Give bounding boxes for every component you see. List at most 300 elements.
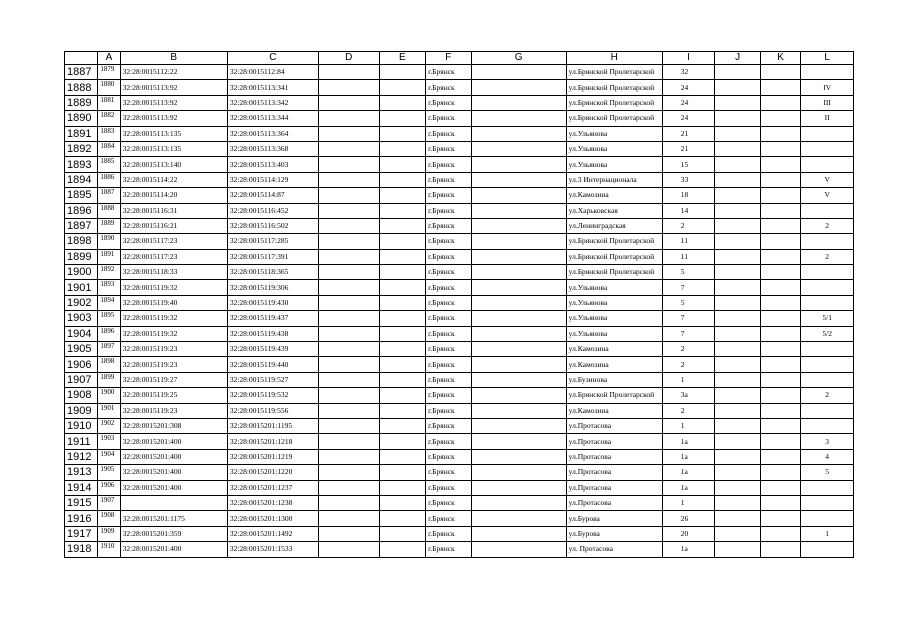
cell-b[interactable]: 32:28:0015112:22 [120, 65, 227, 80]
cell-k[interactable] [760, 188, 800, 203]
cell-k[interactable] [760, 357, 800, 372]
cell-g[interactable] [471, 326, 566, 341]
cell-j[interactable] [715, 80, 761, 95]
cell-g[interactable] [471, 111, 566, 126]
corner-cell[interactable] [65, 52, 98, 65]
cell-k[interactable] [760, 218, 800, 233]
cell-c[interactable]: 32:28:0015113:368 [227, 141, 318, 156]
cell-a[interactable]: 1897 [98, 342, 120, 357]
cell-l[interactable] [801, 403, 854, 418]
cell-j[interactable] [715, 218, 761, 233]
cell-f[interactable]: г.Брянск [426, 157, 472, 172]
cell-l[interactable]: 4 [801, 449, 854, 464]
cell-l[interactable] [801, 65, 854, 80]
cell-k[interactable] [760, 65, 800, 80]
cell-i[interactable]: 5 [662, 265, 715, 280]
cell-h[interactable]: ул.Ульянова [566, 295, 662, 310]
column-header-e[interactable]: E [379, 52, 426, 65]
cell-e[interactable] [379, 357, 426, 372]
cell-d[interactable] [318, 280, 379, 295]
cell-i[interactable]: 2 [662, 403, 715, 418]
cell-k[interactable] [760, 465, 800, 480]
cell-d[interactable] [318, 295, 379, 310]
cell-f[interactable]: г.Брянск [426, 65, 472, 80]
cell-a[interactable]: 1887 [98, 188, 120, 203]
cell-c[interactable]: 32:28:0015113:364 [227, 126, 318, 141]
cell-a[interactable]: 1879 [98, 65, 120, 80]
cell-k[interactable] [760, 203, 800, 218]
cell-k[interactable] [760, 449, 800, 464]
cell-b[interactable]: 32:28:0015201:400 [120, 449, 227, 464]
cell-g[interactable] [471, 542, 566, 557]
cell-d[interactable] [318, 65, 379, 80]
cell-i[interactable]: 2 [662, 357, 715, 372]
cell-j[interactable] [715, 95, 761, 110]
cell-d[interactable] [318, 218, 379, 233]
cell-f[interactable]: г.Брянск [426, 465, 472, 480]
cell-e[interactable] [379, 511, 426, 526]
cell-j[interactable] [715, 342, 761, 357]
cell-c[interactable]: 32:28:0015201:1300 [227, 511, 318, 526]
cell-b[interactable]: 32:28:0015201:400 [120, 542, 227, 557]
cell-c[interactable]: 32:28:0015201:1220 [227, 465, 318, 480]
cell-h[interactable]: ул.Бурова [566, 511, 662, 526]
cell-j[interactable] [715, 465, 761, 480]
cell-e[interactable] [379, 434, 426, 449]
cell-f[interactable]: г.Брянск [426, 326, 472, 341]
cell-c[interactable]: 32:28:0015119:440 [227, 357, 318, 372]
cell-g[interactable] [471, 388, 566, 403]
cell-j[interactable] [715, 418, 761, 433]
column-header-a[interactable]: A [98, 52, 120, 65]
cell-j[interactable] [715, 111, 761, 126]
cell-b[interactable]: 32:28:0015119:23 [120, 342, 227, 357]
cell-i[interactable]: 1а [662, 480, 715, 495]
cell-g[interactable] [471, 480, 566, 495]
cell-d[interactable] [318, 203, 379, 218]
cell-l[interactable] [801, 157, 854, 172]
cell-f[interactable]: г.Брянск [426, 280, 472, 295]
cell-c[interactable]: 32:28:0015201:1533 [227, 542, 318, 557]
cell-i[interactable]: 1а [662, 434, 715, 449]
cell-a[interactable]: 1902 [98, 418, 120, 433]
cell-h[interactable]: ул.Харьковская [566, 203, 662, 218]
cell-e[interactable] [379, 234, 426, 249]
cell-l[interactable] [801, 357, 854, 372]
cell-h[interactable]: ул.Брянской Пролетарской [566, 388, 662, 403]
cell-e[interactable] [379, 342, 426, 357]
cell-i[interactable]: 1 [662, 495, 715, 510]
cell-i[interactable]: 24 [662, 95, 715, 110]
cell-l[interactable] [801, 280, 854, 295]
cell-f[interactable]: г.Брянск [426, 203, 472, 218]
cell-f[interactable]: г.Брянск [426, 311, 472, 326]
cell-l[interactable] [801, 342, 854, 357]
cell-a[interactable]: 1894 [98, 295, 120, 310]
cell-g[interactable] [471, 80, 566, 95]
cell-h[interactable]: ул.Бурова [566, 526, 662, 541]
cell-g[interactable] [471, 141, 566, 156]
cell-e[interactable] [379, 295, 426, 310]
cell-k[interactable] [760, 80, 800, 95]
column-header-l[interactable]: L [801, 52, 854, 65]
cell-e[interactable] [379, 326, 426, 341]
cell-d[interactable] [318, 188, 379, 203]
cell-e[interactable] [379, 542, 426, 557]
cell-f[interactable]: г.Брянск [426, 126, 472, 141]
cell-g[interactable] [471, 495, 566, 510]
cell-c[interactable]: 32:28:0015119:527 [227, 372, 318, 387]
cell-f[interactable]: г.Брянск [426, 357, 472, 372]
cell-d[interactable] [318, 111, 379, 126]
cell-c[interactable]: 32:28:0015201:1195 [227, 418, 318, 433]
cell-d[interactable] [318, 357, 379, 372]
cell-f[interactable]: г.Брянск [426, 495, 472, 510]
cell-h[interactable]: ул.Брянской Пролетарской [566, 265, 662, 280]
cell-f[interactable]: г.Брянск [426, 449, 472, 464]
cell-j[interactable] [715, 265, 761, 280]
cell-j[interactable] [715, 403, 761, 418]
cell-l[interactable] [801, 295, 854, 310]
cell-j[interactable] [715, 357, 761, 372]
cell-g[interactable] [471, 418, 566, 433]
cell-j[interactable] [715, 141, 761, 156]
cell-c[interactable]: 32:28:0015119:438 [227, 326, 318, 341]
cell-f[interactable]: г.Брянск [426, 342, 472, 357]
cell-l[interactable]: V [801, 172, 854, 187]
cell-b[interactable]: 32:28:0015201:400 [120, 465, 227, 480]
cell-h[interactable]: ул.Камозина [566, 357, 662, 372]
column-header-d[interactable]: D [318, 52, 379, 65]
cell-g[interactable] [471, 449, 566, 464]
cell-a[interactable]: 1886 [98, 172, 120, 187]
cell-l[interactable]: 3 [801, 434, 854, 449]
cell-f[interactable]: г.Брянск [426, 511, 472, 526]
cell-k[interactable] [760, 157, 800, 172]
cell-h[interactable]: ул.Протасова [566, 495, 662, 510]
cell-f[interactable]: г.Брянск [426, 295, 472, 310]
column-header-b[interactable]: B [120, 52, 227, 65]
cell-h[interactable]: ул.Ульянова [566, 141, 662, 156]
cell-e[interactable] [379, 80, 426, 95]
cell-e[interactable] [379, 203, 426, 218]
cell-a[interactable]: 1907 [98, 495, 120, 510]
cell-k[interactable] [760, 265, 800, 280]
cell-d[interactable] [318, 542, 379, 557]
cell-i[interactable]: 11 [662, 249, 715, 264]
cell-b[interactable]: 32:28:0015113:92 [120, 111, 227, 126]
cell-k[interactable] [760, 311, 800, 326]
cell-f[interactable]: г.Брянск [426, 372, 472, 387]
cell-a[interactable]: 1899 [98, 372, 120, 387]
cell-c[interactable]: 32:28:0015112:84 [227, 65, 318, 80]
cell-g[interactable] [471, 434, 566, 449]
cell-j[interactable] [715, 434, 761, 449]
cell-g[interactable] [471, 465, 566, 480]
cell-d[interactable] [318, 95, 379, 110]
cell-i[interactable]: 1 [662, 418, 715, 433]
cell-g[interactable] [471, 188, 566, 203]
cell-k[interactable] [760, 526, 800, 541]
cell-a[interactable]: 1885 [98, 157, 120, 172]
cell-c[interactable]: 32:28:0015114:129 [227, 172, 318, 187]
cell-b[interactable]: 32:28:0015119:25 [120, 388, 227, 403]
cell-k[interactable] [760, 342, 800, 357]
cell-b[interactable]: 32:28:0015119:32 [120, 311, 227, 326]
cell-c[interactable]: 32:28:0015113:403 [227, 157, 318, 172]
cell-j[interactable] [715, 372, 761, 387]
cell-a[interactable]: 1909 [98, 526, 120, 541]
cell-d[interactable] [318, 465, 379, 480]
cell-b[interactable]: 32:28:0015118:33 [120, 265, 227, 280]
cell-d[interactable] [318, 372, 379, 387]
cell-f[interactable]: г.Брянск [426, 388, 472, 403]
cell-i[interactable]: 2 [662, 218, 715, 233]
cell-h[interactable]: ул.Брянской Пролетарской [566, 80, 662, 95]
cell-e[interactable] [379, 265, 426, 280]
cell-k[interactable] [760, 388, 800, 403]
cell-a[interactable]: 1889 [98, 218, 120, 233]
cell-f[interactable]: г.Брянск [426, 141, 472, 156]
cell-j[interactable] [715, 188, 761, 203]
cell-e[interactable] [379, 311, 426, 326]
cell-b[interactable]: 32:28:0015116:31 [120, 203, 227, 218]
cell-a[interactable]: 1895 [98, 311, 120, 326]
cell-c[interactable]: 32:28:0015113:342 [227, 95, 318, 110]
cell-b[interactable]: 32:28:0015119:23 [120, 403, 227, 418]
cell-h[interactable]: ул.Камозина [566, 188, 662, 203]
cell-g[interactable] [471, 249, 566, 264]
cell-l[interactable] [801, 418, 854, 433]
cell-j[interactable] [715, 203, 761, 218]
cell-l[interactable]: 1 [801, 526, 854, 541]
cell-a[interactable]: 1884 [98, 141, 120, 156]
cell-g[interactable] [471, 403, 566, 418]
column-header-j[interactable]: J [715, 52, 761, 65]
cell-h[interactable]: ул.Брянской Пролетарской [566, 111, 662, 126]
cell-b[interactable]: 32:28:0015119:40 [120, 295, 227, 310]
column-header-g[interactable]: G [471, 52, 566, 65]
cell-d[interactable] [318, 495, 379, 510]
cell-k[interactable] [760, 249, 800, 264]
cell-c[interactable]: 32:28:0015114:87 [227, 188, 318, 203]
cell-f[interactable]: г.Брянск [426, 403, 472, 418]
cell-g[interactable] [471, 172, 566, 187]
cell-e[interactable] [379, 280, 426, 295]
column-header-h[interactable]: H [566, 52, 662, 65]
cell-b[interactable]: 32:28:0015117:23 [120, 234, 227, 249]
cell-h[interactable]: ул.Протасова [566, 418, 662, 433]
cell-k[interactable] [760, 372, 800, 387]
cell-e[interactable] [379, 218, 426, 233]
cell-i[interactable]: 1а [662, 465, 715, 480]
cell-f[interactable]: г.Брянск [426, 526, 472, 541]
cell-d[interactable] [318, 342, 379, 357]
cell-i[interactable]: 1а [662, 542, 715, 557]
cell-b[interactable]: 32:28:0015114:22 [120, 172, 227, 187]
cell-c[interactable]: 32:28:0015119:556 [227, 403, 318, 418]
cell-i[interactable]: 14 [662, 203, 715, 218]
cell-d[interactable] [318, 480, 379, 495]
cell-l[interactable]: 5/1 [801, 311, 854, 326]
cell-l[interactable]: 2 [801, 249, 854, 264]
cell-h[interactable]: ул.Протасова [566, 465, 662, 480]
cell-e[interactable] [379, 126, 426, 141]
cell-l[interactable]: 2 [801, 218, 854, 233]
cell-c[interactable]: 32:28:0015201:1237 [227, 480, 318, 495]
cell-d[interactable] [318, 157, 379, 172]
cell-d[interactable] [318, 434, 379, 449]
cell-b[interactable]: 32:28:0015201:400 [120, 434, 227, 449]
cell-h[interactable]: ул.Камозина [566, 342, 662, 357]
cell-f[interactable]: г.Брянск [426, 542, 472, 557]
cell-d[interactable] [318, 265, 379, 280]
cell-i[interactable]: 15 [662, 157, 715, 172]
cell-l[interactable]: 2 [801, 388, 854, 403]
cell-j[interactable] [715, 449, 761, 464]
cell-j[interactable] [715, 234, 761, 249]
cell-k[interactable] [760, 295, 800, 310]
cell-l[interactable] [801, 495, 854, 510]
cell-g[interactable] [471, 372, 566, 387]
cell-e[interactable] [379, 388, 426, 403]
cell-g[interactable] [471, 203, 566, 218]
cell-h[interactable]: ул.Ульянова [566, 126, 662, 141]
cell-a[interactable]: 1898 [98, 357, 120, 372]
cell-g[interactable] [471, 234, 566, 249]
cell-h[interactable]: ул.Ульянова [566, 326, 662, 341]
cell-h[interactable]: ул.Камозина [566, 403, 662, 418]
cell-c[interactable]: 32:28:0015201:1492 [227, 526, 318, 541]
cell-k[interactable] [760, 172, 800, 187]
cell-l[interactable] [801, 141, 854, 156]
cell-h[interactable]: ул.Протасова [566, 480, 662, 495]
cell-a[interactable]: 1883 [98, 126, 120, 141]
cell-l[interactable]: III [801, 95, 854, 110]
cell-i[interactable]: 1 [662, 372, 715, 387]
cell-h[interactable]: ул.Ленинградская [566, 218, 662, 233]
cell-h[interactable]: ул.Брянской Пролетарской [566, 65, 662, 80]
cell-d[interactable] [318, 311, 379, 326]
cell-k[interactable] [760, 280, 800, 295]
cell-a[interactable]: 1880 [98, 80, 120, 95]
cell-f[interactable]: г.Брянск [426, 218, 472, 233]
cell-l[interactable]: IV [801, 80, 854, 95]
cell-c[interactable]: 32:28:0015119:430 [227, 295, 318, 310]
cell-i[interactable]: 5 [662, 295, 715, 310]
cell-i[interactable]: 21 [662, 141, 715, 156]
cell-f[interactable]: г.Брянск [426, 480, 472, 495]
cell-g[interactable] [471, 65, 566, 80]
cell-f[interactable]: г.Брянск [426, 111, 472, 126]
cell-e[interactable] [379, 141, 426, 156]
cell-f[interactable]: г.Брянск [426, 249, 472, 264]
cell-d[interactable] [318, 449, 379, 464]
cell-i[interactable]: 7 [662, 311, 715, 326]
cell-i[interactable]: 21 [662, 126, 715, 141]
cell-k[interactable] [760, 495, 800, 510]
cell-l[interactable]: II [801, 111, 854, 126]
cell-b[interactable] [120, 495, 227, 510]
cell-g[interactable] [471, 218, 566, 233]
cell-k[interactable] [760, 95, 800, 110]
cell-a[interactable]: 1906 [98, 480, 120, 495]
cell-j[interactable] [715, 126, 761, 141]
cell-l[interactable]: 5/2 [801, 326, 854, 341]
cell-h[interactable]: ул.Бузинова [566, 372, 662, 387]
cell-b[interactable]: 32:28:0015113:92 [120, 80, 227, 95]
cell-f[interactable]: г.Брянск [426, 234, 472, 249]
cell-e[interactable] [379, 372, 426, 387]
cell-j[interactable] [715, 526, 761, 541]
cell-i[interactable]: 7 [662, 326, 715, 341]
cell-g[interactable] [471, 511, 566, 526]
cell-j[interactable] [715, 326, 761, 341]
column-header-i[interactable]: I [662, 52, 715, 65]
cell-j[interactable] [715, 295, 761, 310]
cell-h[interactable]: ул.Брянской Пролетарской [566, 95, 662, 110]
cell-f[interactable]: г.Брянск [426, 418, 472, 433]
cell-j[interactable] [715, 280, 761, 295]
cell-g[interactable] [471, 357, 566, 372]
cell-e[interactable] [379, 465, 426, 480]
cell-a[interactable]: 1882 [98, 111, 120, 126]
cell-i[interactable]: 7 [662, 280, 715, 295]
cell-e[interactable] [379, 526, 426, 541]
cell-b[interactable]: 32:28:0015119:27 [120, 372, 227, 387]
cell-c[interactable]: 32:28:0015118:365 [227, 265, 318, 280]
cell-b[interactable]: 32:28:0015119:32 [120, 280, 227, 295]
cell-g[interactable] [471, 95, 566, 110]
cell-a[interactable]: 1900 [98, 388, 120, 403]
cell-c[interactable]: 32:28:0015119:532 [227, 388, 318, 403]
cell-i[interactable]: 1а [662, 449, 715, 464]
cell-d[interactable] [318, 172, 379, 187]
cell-i[interactable]: 18 [662, 188, 715, 203]
cell-b[interactable]: 32:28:0015113:140 [120, 157, 227, 172]
cell-b[interactable]: 32:28:0015201:400 [120, 480, 227, 495]
cell-a[interactable]: 1905 [98, 465, 120, 480]
cell-g[interactable] [471, 265, 566, 280]
cell-l[interactable] [801, 542, 854, 557]
cell-a[interactable]: 1891 [98, 249, 120, 264]
cell-i[interactable]: 2 [662, 342, 715, 357]
cell-f[interactable]: г.Брянск [426, 188, 472, 203]
cell-a[interactable]: 1901 [98, 403, 120, 418]
cell-k[interactable] [760, 403, 800, 418]
cell-f[interactable]: г.Брянск [426, 172, 472, 187]
cell-a[interactable]: 1908 [98, 511, 120, 526]
cell-h[interactable]: ул.Брянской Пролетарской [566, 234, 662, 249]
cell-e[interactable] [379, 172, 426, 187]
cell-j[interactable] [715, 157, 761, 172]
cell-j[interactable] [715, 388, 761, 403]
cell-l[interactable] [801, 126, 854, 141]
cell-h[interactable]: ул.Ульянова [566, 157, 662, 172]
cell-c[interactable]: 32:28:0015117:391 [227, 249, 318, 264]
cell-c[interactable]: 32:28:0015201:1238 [227, 495, 318, 510]
cell-j[interactable] [715, 480, 761, 495]
cell-l[interactable] [801, 480, 854, 495]
cell-g[interactable] [471, 157, 566, 172]
cell-a[interactable]: 1903 [98, 434, 120, 449]
cell-j[interactable] [715, 542, 761, 557]
cell-k[interactable] [760, 234, 800, 249]
cell-d[interactable] [318, 126, 379, 141]
cell-e[interactable] [379, 157, 426, 172]
cell-j[interactable] [715, 249, 761, 264]
cell-j[interactable] [715, 65, 761, 80]
